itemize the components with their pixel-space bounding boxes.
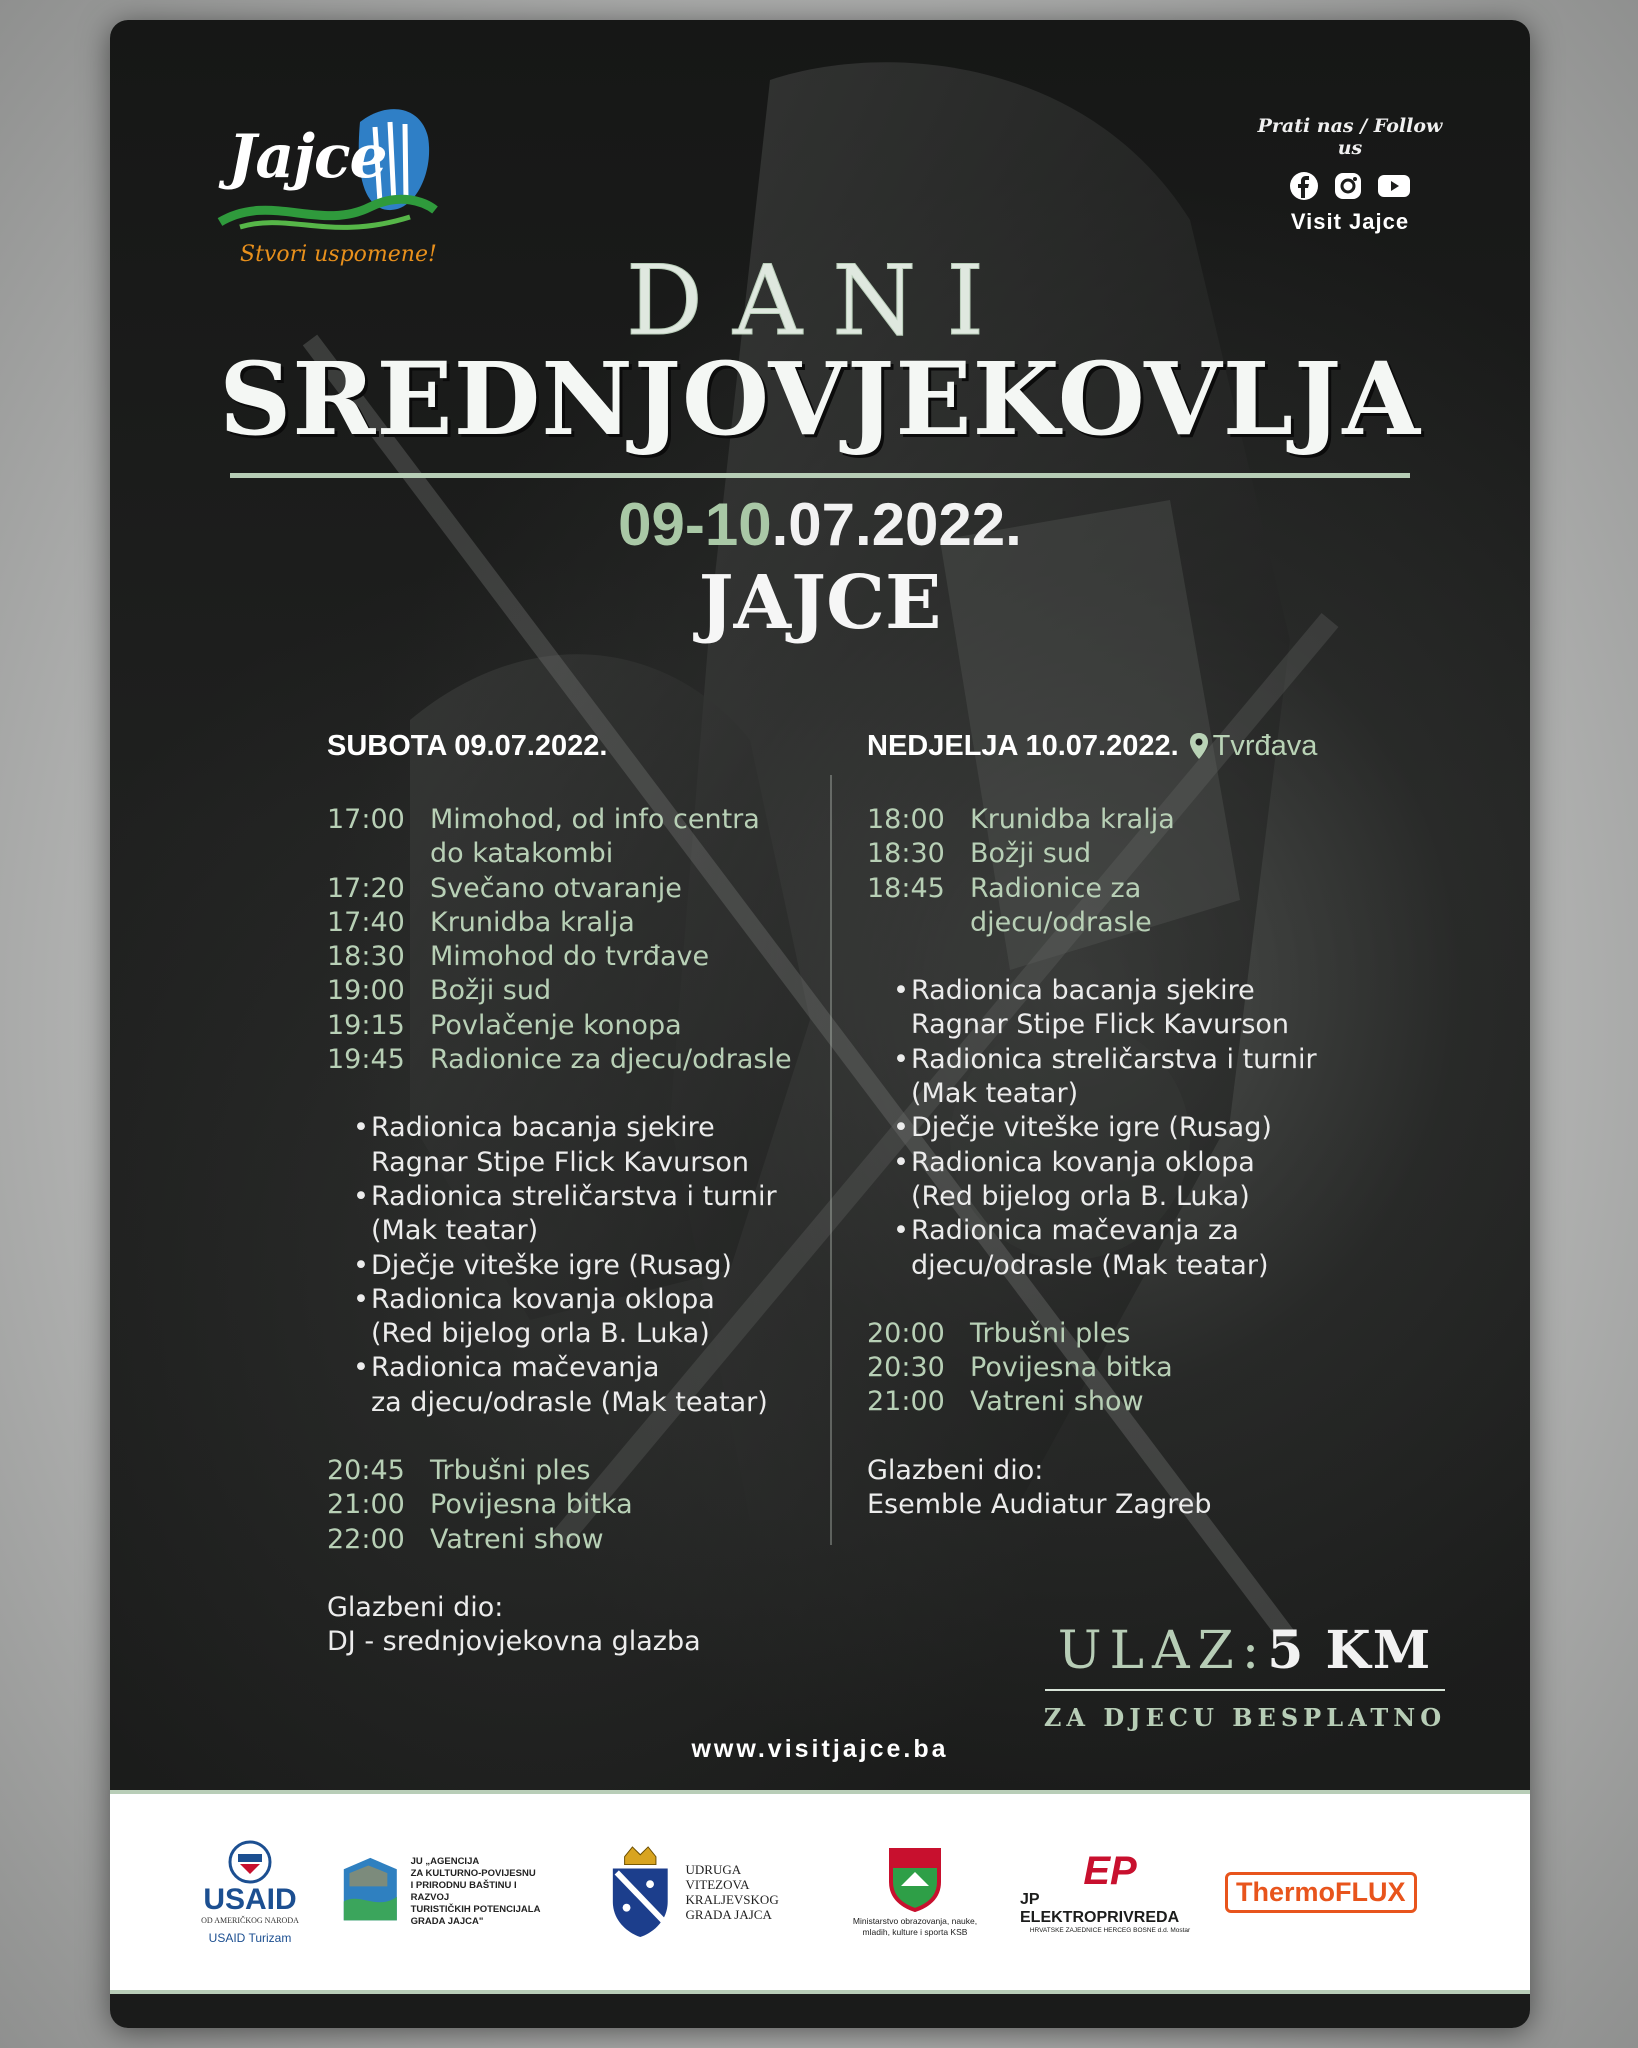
schedule-event: Krunidba kralja — [430, 906, 635, 938]
workshop-item — [867, 1111, 1467, 1145]
schedule-time: 19:00 — [327, 975, 405, 1007]
workshop-title: Dječje viteške igre (Rusag) — [371, 1249, 732, 1281]
saturday-program — [327, 725, 907, 1660]
sunday-program — [867, 725, 1467, 1522]
sponsor-text-line: ZA KULTURNO-POVIJESNU — [410, 1868, 536, 1879]
sponsor-text-line: GRADA JAJCA" — [410, 1916, 484, 1927]
social-follow — [1250, 115, 1450, 235]
sponsor-text-line: UDRUGA VITEZOVA — [685, 1862, 750, 1892]
royal-coat-of-arms-icon — [605, 1842, 676, 1942]
workshop-item — [327, 1283, 907, 1317]
schedule-time: 20:30 — [867, 1352, 945, 1384]
ministry-name — [853, 1916, 977, 1938]
schedule-event: Radionice za — [970, 872, 1142, 904]
workshop-item — [867, 1146, 1467, 1180]
schedule-event: Mimohod, od info centra — [430, 804, 760, 835]
thermoflux-logo[interactable] — [1225, 1794, 1455, 1990]
schedule-time: 18:30 — [867, 838, 945, 870]
schedule-time: 18:30 — [327, 941, 405, 973]
bullet-icon: • — [893, 1112, 909, 1144]
schedule-row — [867, 837, 1467, 871]
workshop-detail: (Mak teatar) — [911, 1078, 1079, 1110]
usaid-caption: USAID Turizam — [208, 1930, 292, 1945]
schedule-row — [327, 837, 907, 871]
schedule-row — [327, 1009, 907, 1043]
schedule-event: Povijesna bitka — [970, 1352, 1173, 1384]
schedule-time: 19:45 — [327, 1044, 405, 1076]
schedule-event: Vatreni show — [970, 1386, 1144, 1418]
workshop-item — [867, 1043, 1467, 1077]
workshop-item — [867, 974, 1467, 1008]
workshop-item — [327, 1111, 907, 1145]
schedule-event: Povlačenje konopa — [430, 1009, 682, 1041]
ministry-logo[interactable] — [840, 1794, 990, 1990]
sponsor-text-line: I PRIRODNU BAŠTINU I RAZVOJ — [410, 1880, 517, 1903]
bullet-spacer — [353, 1386, 371, 1420]
schedule-time: 21:00 — [327, 1489, 405, 1521]
dates-month-year: .07.2022. — [771, 491, 1022, 558]
follow-label: Prati nas / Follow us — [1257, 115, 1443, 159]
workshop-list — [327, 1111, 907, 1420]
workshop-item-detail — [867, 1249, 1467, 1283]
sunday-heading: NEDJELJA 10.07.2022. — [867, 729, 1179, 762]
schedule-event: djecu/odrasle — [970, 906, 1152, 938]
spacer — [327, 1420, 907, 1454]
workshop-item — [327, 1249, 907, 1283]
bullet-spacer — [893, 1077, 911, 1111]
schedule-time: 20:00 — [867, 1317, 945, 1349]
map-pin-icon — [1189, 732, 1209, 760]
ep-mark — [1083, 1848, 1137, 1893]
bullet-icon: • — [353, 1283, 369, 1315]
schedule-row — [327, 1043, 907, 1077]
workshop-item-detail — [867, 1077, 1467, 1111]
schedule-time: 21:00 — [867, 1386, 945, 1418]
workshop-title: Radionica kovanja oklopa — [371, 1283, 715, 1315]
workshop-title: Radionica mačevanja — [371, 1352, 660, 1384]
schedule-event: Svečano otvaranje — [430, 872, 682, 904]
spacer — [327, 1557, 907, 1591]
workshop-item — [327, 1180, 907, 1214]
workshop-title: Dječje viteške igre (Rusag) — [911, 1112, 1272, 1144]
spacer — [867, 1420, 1467, 1454]
event-city: JAJCE — [698, 560, 942, 646]
schedule-row — [867, 906, 1467, 940]
event-dates — [110, 490, 1530, 559]
youtube-icon[interactable] — [1377, 171, 1411, 201]
schedule-event: Povijesna bitka — [430, 1489, 633, 1521]
workshop-item-detail — [327, 1386, 907, 1420]
logo-wordmark: Jajce — [228, 122, 387, 192]
ep-mark-text: EP — [1083, 1848, 1137, 1893]
agency-logo[interactable] — [340, 1794, 550, 1990]
usaid-seal-icon — [228, 1840, 272, 1884]
schedule-row — [327, 906, 907, 940]
sunday-header — [867, 725, 1467, 767]
entry-divider — [1045, 1689, 1445, 1691]
schedule-event: Trbušni ples — [430, 1455, 591, 1487]
schedule-event: Mimohod do tvrđave — [430, 941, 710, 973]
entry-note: ZA DJECU BESPLATNO — [1043, 1703, 1447, 1732]
workshop-title: Radionica bacanja sjekire — [371, 1112, 715, 1144]
workshop-item — [327, 1351, 907, 1385]
schedule-row — [327, 872, 907, 906]
schedule-time: 17:40 — [327, 906, 405, 938]
schedule-event: Božji sud — [430, 975, 552, 1007]
workshop-title: Radionica mačevanja za — [911, 1215, 1239, 1247]
instagram-icon[interactable] — [1333, 171, 1363, 201]
bullet-icon: • — [353, 1112, 369, 1144]
schedule-event: Radionice za djecu/odrasle — [430, 1044, 792, 1076]
schedule-time — [327, 837, 430, 871]
bullet-spacer — [353, 1317, 371, 1351]
workshop-title: Radionica streličarstva i turnir — [371, 1180, 777, 1212]
schedule-time: 18:45 — [867, 872, 945, 904]
dates-days: 09-10 — [618, 491, 772, 558]
sunday-location — [1189, 730, 1318, 763]
schedule-time: 18:00 — [867, 804, 945, 835]
usaid-logo[interactable] — [190, 1794, 310, 1990]
schedule-event: Božji sud — [970, 838, 1092, 870]
entry-amount: 5 KM — [1267, 1620, 1433, 1681]
bullet-spacer — [353, 1214, 371, 1248]
workshop-item-detail — [867, 1008, 1467, 1042]
saturday-schedule — [327, 803, 907, 1660]
bullet-icon: • — [353, 1180, 369, 1212]
thermoflux-name: ThermoFLUX — [1225, 1872, 1417, 1913]
workshop-list — [867, 974, 1467, 1283]
music-label: Glazbeni dio: — [867, 1454, 1044, 1486]
title-underline — [230, 473, 1410, 478]
workshop-detail: (Red bijelog orla B. Luka) — [911, 1180, 1250, 1212]
title-srednjovjekovlja: SREDNJOVJEKOVLJA — [219, 340, 1421, 458]
schedule-time: 20:45 — [327, 1455, 405, 1487]
sponsor-text-line: GRADA JAJCA — [685, 1907, 772, 1922]
schedule-row — [867, 1351, 1467, 1385]
schedule-row — [327, 1488, 907, 1522]
bullet-spacer — [893, 1180, 911, 1214]
spacer — [867, 1283, 1467, 1317]
schedule-row — [327, 1454, 907, 1488]
schedule-row — [327, 803, 907, 837]
knights-association-logo[interactable] — [605, 1794, 805, 1990]
schedule-time: 22:00 — [327, 1523, 405, 1555]
schedule-time: 19:15 — [327, 1009, 405, 1041]
workshop-title: Radionica kovanja oklopa — [911, 1146, 1255, 1178]
bullet-icon: • — [893, 975, 909, 1007]
schedule-row — [867, 872, 1467, 906]
saturday-heading: SUBOTA 09.07.2022. — [327, 729, 608, 762]
spacer — [867, 940, 1467, 974]
workshop-detail: za djecu/odrasle (Mak teatar) — [371, 1386, 768, 1418]
sponsor-text-line: TURISTIČKIH POTENCIJALA — [410, 1904, 541, 1915]
sponsor-text-line: Ministarstvo obrazovanja, nauke, — [852, 1916, 978, 1926]
workshop-detail: Ragnar Stipe Flick Kavurson — [371, 1146, 750, 1178]
music-program: Esemble Audiatur Zagreb — [867, 1489, 1212, 1521]
canton-emblem-icon — [887, 1846, 943, 1912]
ep-name: JP ELEKTROPRIVREDA — [1020, 1890, 1180, 1926]
schedule-event: Vatreni show — [430, 1523, 604, 1555]
bullet-spacer — [893, 1249, 911, 1283]
schedule-row — [327, 1523, 907, 1557]
bullet-spacer — [893, 1008, 911, 1042]
spacer — [327, 1077, 907, 1111]
schedule-event: Trbušni ples — [970, 1317, 1131, 1349]
bullet-spacer — [353, 1146, 371, 1180]
music-program: DJ - srednjovjekovna glazba — [327, 1626, 701, 1658]
schedule-time: 17:00 — [327, 804, 405, 835]
schedule-time — [867, 906, 970, 940]
workshop-detail: (Red bijelog orla B. Luka) — [371, 1318, 710, 1350]
schedule-row — [327, 974, 907, 1008]
sponsor-band — [110, 1790, 1530, 1994]
sunday-schedule — [867, 803, 1467, 1522]
follow-handle: Visit Jajce — [1290, 209, 1410, 234]
schedule-row — [327, 940, 907, 974]
bullet-icon: • — [893, 1043, 909, 1075]
workshop-detail: Ragnar Stipe Flick Kavurson — [911, 1009, 1290, 1041]
event-poster — [110, 20, 1530, 2028]
workshop-detail: djecu/odrasle (Mak teatar) — [911, 1249, 1269, 1281]
sponsor-text-line: KRALJEVSKOG — [685, 1892, 779, 1907]
sunday-location-label: Tvrđava — [1212, 729, 1318, 762]
workshop-title: Radionica streličarstva i turnir — [911, 1043, 1317, 1075]
website-link[interactable]: www.visitjajce.ba — [691, 1735, 949, 1763]
knights-association-name — [686, 1862, 805, 1922]
bullet-icon: • — [893, 1215, 909, 1247]
workshop-item-detail — [867, 1180, 1467, 1214]
sponsor-text-line: JU „AGENCIJA — [410, 1856, 480, 1867]
elektroprivreda-logo[interactable] — [1020, 1794, 1200, 1990]
social-icons — [1250, 171, 1450, 201]
ep-sub: HRVATSKE ZAJEDNICE HERCEG BOSNE d.d. Mostar — [1029, 1926, 1191, 1934]
schedule-event: do katakombi — [430, 838, 614, 870]
entry-price-block — [1035, 1620, 1455, 1732]
entry-label: ULAZ: — [1057, 1621, 1268, 1681]
workshop-item-detail — [327, 1146, 907, 1180]
bullet-icon: • — [353, 1249, 369, 1281]
usaid-name: USAID — [203, 1882, 297, 1916]
workshop-item — [867, 1214, 1467, 1248]
agency-emblem-icon — [340, 1852, 401, 1932]
workshop-title: Radionica bacanja sjekire — [911, 975, 1255, 1007]
agency-name — [411, 1856, 550, 1928]
facebook-icon[interactable] — [1289, 171, 1319, 201]
schedule-row — [867, 803, 1467, 837]
bullet-icon: • — [893, 1146, 909, 1178]
entry-price — [1035, 1620, 1455, 1681]
logo-tagline: Stvori uspomene! — [240, 242, 437, 267]
title-dani: DANI — [625, 245, 1015, 357]
usaid-sub: OD AMERIČKOG NARODA — [201, 1915, 299, 1925]
workshop-item-detail — [327, 1317, 907, 1351]
schedule-row — [867, 1317, 1467, 1351]
music-label: Glazbeni dio: — [327, 1591, 504, 1623]
sponsor-text-line: mladih, kulture i sporta KSB — [862, 1927, 968, 1937]
schedule-row — [867, 1385, 1467, 1419]
bullet-icon: • — [353, 1352, 369, 1384]
workshop-item-detail — [327, 1214, 907, 1248]
workshop-detail: (Mak teatar) — [371, 1215, 539, 1247]
schedule-time: 17:20 — [327, 872, 405, 904]
schedule-event: Krunidba kralja — [970, 804, 1175, 835]
